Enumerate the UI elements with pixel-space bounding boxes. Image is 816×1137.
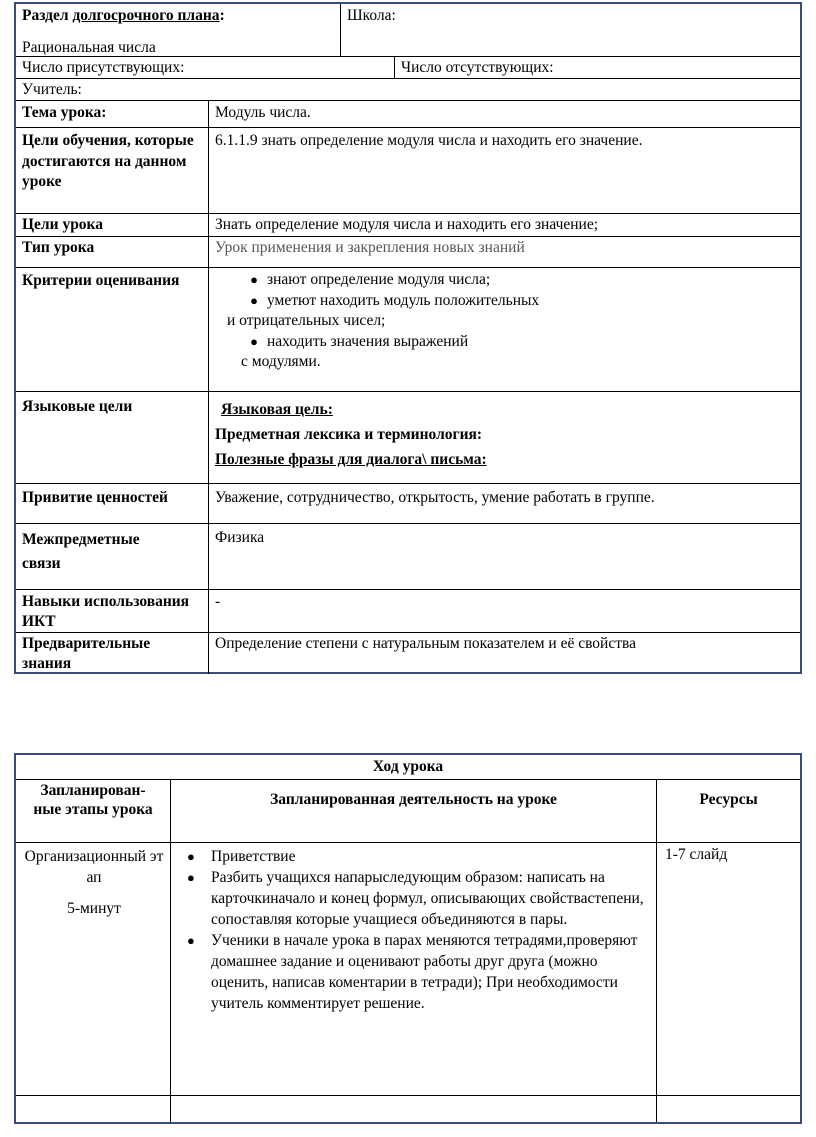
lesson-type-label: Тип урока xyxy=(22,239,95,256)
interdisciplinary-label-line2: связи xyxy=(22,555,61,572)
interdisciplinary-label-line1: Межпредметные xyxy=(22,531,140,548)
row-criteria xyxy=(16,268,800,392)
row-teacher xyxy=(16,79,800,101)
row-language-goals xyxy=(16,392,800,484)
lesson-bottom-row xyxy=(16,1095,800,1122)
language-phrases-heading: Полезные фразы для диалога\ письма: xyxy=(215,451,487,468)
teacher-cell xyxy=(16,79,800,100)
activity-list xyxy=(171,846,648,1014)
bullet-dot-icon: ● xyxy=(250,292,258,308)
bullet-dot-icon: ● xyxy=(187,933,195,948)
values-value: Уважение, сотрудничество, открытость, умение работать в группе. xyxy=(208,484,800,523)
criteria-item-2: уметют находить модуль положительных xyxy=(267,291,540,309)
row-lesson-type xyxy=(16,237,800,268)
stage-name: Организационный этап xyxy=(24,848,164,886)
row-interdisciplinary xyxy=(16,524,800,590)
criteria-item-2-cont: и отрицательных чисел; xyxy=(227,312,386,329)
lesson-flow-title: Ход урока xyxy=(16,755,800,780)
activity-item: ● Ученики в начале урока в парах меняются тетрадями,проверяют домашнее задание и оценивают работы друг друга (можно оценить, написав коментарии в тетради); При необходимости учитель комментирует решение. xyxy=(187,932,638,1012)
section-label-underlined: долгосрочного плана xyxy=(72,7,220,24)
school-label: Школа: xyxy=(347,7,396,24)
ict-label: Навыки использования ИКТ xyxy=(22,593,190,630)
criteria-cell xyxy=(208,268,800,391)
criteria-item-3-cont: с модулями. xyxy=(241,353,321,370)
school-cell xyxy=(340,4,800,56)
absent-label: Число отсутствующих: xyxy=(401,59,554,76)
col-resources-header: Ресурсы xyxy=(656,779,800,842)
row-topic xyxy=(16,101,800,128)
row-prior-knowledge xyxy=(16,633,800,674)
lesson-header-row xyxy=(16,779,800,843)
row-learning-goals xyxy=(16,128,800,214)
interdisciplinary-value: Физика xyxy=(208,524,800,589)
stage-cell xyxy=(16,842,170,1096)
criteria-item-1: знают определение модуля числа; xyxy=(267,271,491,288)
learning-goals-value: 6.1.1.9 знать определение модуля числа и находить его значение. xyxy=(208,128,800,213)
bottom-divider-1 xyxy=(170,1096,171,1122)
section-colon: : xyxy=(219,7,225,24)
section-value: Рациональная числа xyxy=(22,39,156,56)
lesson-flow-table xyxy=(14,753,802,1124)
language-goal-heading: Языковая цель: xyxy=(221,401,333,418)
lesson-type-value: Урок применения и закрепления новых знаний xyxy=(208,237,800,267)
col-activity-header: Запланированная деятельность на уроке xyxy=(170,779,656,842)
resources-value: 1-7 слайд xyxy=(656,842,800,1096)
bullet-dot-icon: ● xyxy=(187,870,195,885)
prior-knowledge-label: Предварительные знания xyxy=(22,635,151,672)
present-label: Число присутствующих: xyxy=(22,59,185,76)
row-values xyxy=(16,484,800,524)
present-cell xyxy=(16,57,394,78)
values-label: Привитие ценностей xyxy=(22,489,168,506)
topic-label: Тема урока: xyxy=(22,104,107,121)
row-lesson-goals xyxy=(16,214,800,237)
col-stages-header: Запланирован-ные этапы урока xyxy=(33,782,153,818)
bullet-dot-icon: ● xyxy=(250,333,258,349)
activity-item: ● Приветствие xyxy=(187,848,296,865)
language-vocab-heading: Предметная лексика и терминология: xyxy=(215,426,483,443)
lesson-stage-row xyxy=(16,842,800,1096)
bottom-divider-2 xyxy=(656,1096,657,1122)
interdisciplinary-label xyxy=(16,524,208,589)
stage-time: 5-минут xyxy=(67,900,121,917)
topic-value: Модуль числа. xyxy=(208,101,800,127)
criteria-label: Критерии оценивания xyxy=(22,272,180,289)
row-ict xyxy=(16,590,800,633)
language-goals-cell xyxy=(208,392,800,483)
lesson-goals-value: Знать определение модуля числа и находить его значение; xyxy=(208,214,800,236)
bullet-dot-icon: ● xyxy=(250,272,258,287)
lesson-plan-table xyxy=(14,2,802,674)
activity-item: ● Разбить учащихся напарыследующим образом: написать на карточкиначало и конец формул, описывающих свойствастепени, сопоставляя которые учащиеся объединяются в пары. xyxy=(187,869,644,928)
prior-knowledge-value: Определение степени с натуральным показателем и её свойства xyxy=(208,633,800,674)
lesson-goals-label: Цели урока xyxy=(22,216,104,233)
learning-goals-label: Цели обучения, которые достигаются на данном уроке xyxy=(22,132,194,190)
row-attendance xyxy=(16,57,800,79)
row-section xyxy=(16,4,800,57)
activity-cell xyxy=(170,842,656,1096)
absent-cell xyxy=(394,57,800,78)
language-goals-label: Языковые цели xyxy=(22,398,133,415)
ict-value: - xyxy=(208,590,800,632)
teacher-label: Учитель: xyxy=(22,81,82,98)
section-label: Раздел xyxy=(22,7,73,24)
criteria-item-3: находить значения выражений xyxy=(267,332,469,350)
bullet-dot-icon: ● xyxy=(187,849,195,864)
section-cell xyxy=(16,4,340,56)
